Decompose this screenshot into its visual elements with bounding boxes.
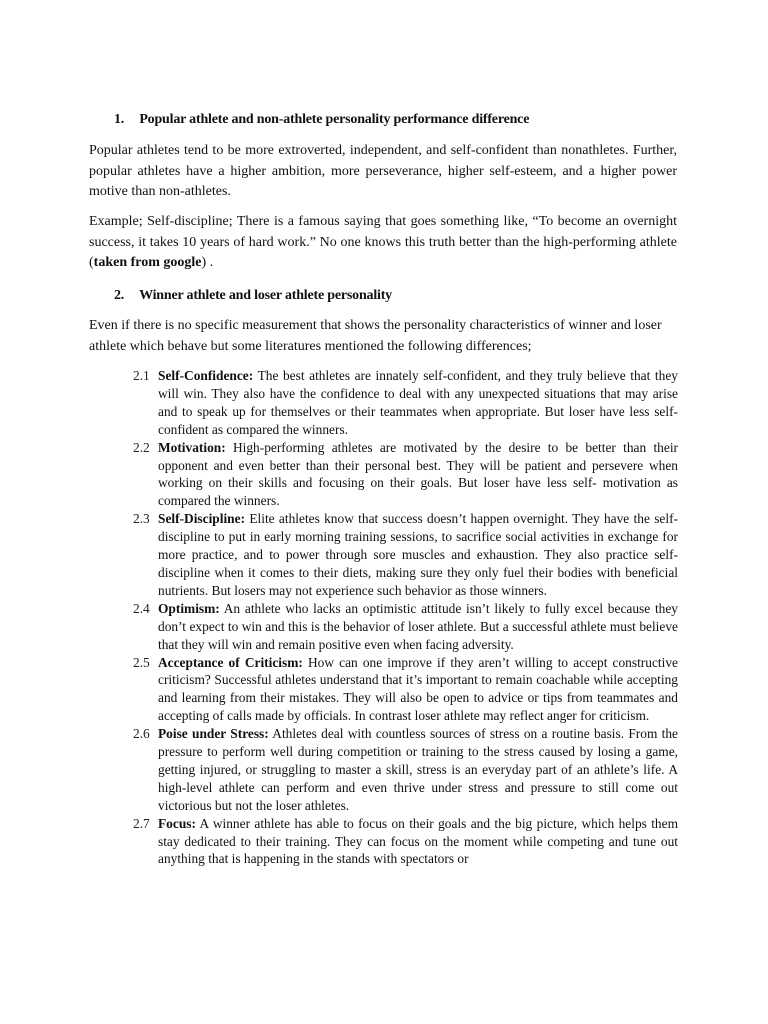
section-2-title: Winner athlete and loser athlete personality	[139, 288, 392, 303]
list-item-text	[158, 367, 678, 439]
list-item-body: A winner athlete has able to focus on their goals and the big picture, which helps them stay dedicated to their training. They can focus on the moment while competing and tune out anything that is happening in the stands with spectators or	[158, 815, 678, 867]
list-item-text	[158, 600, 678, 654]
section-1-paragraph-2	[89, 212, 677, 274]
list-item-term: Poise under Stress:	[158, 726, 269, 742]
list-item-body: The best athletes are innately self-confident, and they truly believe that they will win. They also have the confidence to deal with any unexpected situations that may arise and to speak up for themselves or their teammates when appropriate. But loser have less self- confident as compared the winners.	[158, 368, 678, 437]
section-2-number: 2.	[114, 288, 125, 303]
list-item-body: How can one improve if they aren’t willing to accept constructive criticism? Successful athletes understand that it’s important to remain coachable while accepting and learning from their mistakes. They will also be open to advice or tips from teammates and accepting of calls made by officials. In contrast loser athlete may reflect anger for criticism.	[158, 654, 678, 724]
list-item	[133, 654, 678, 726]
list-item	[133, 815, 678, 869]
list-item-term: Motivation:	[158, 439, 226, 455]
list-item-text	[158, 725, 678, 815]
list-item	[133, 600, 678, 654]
list-item-term: Optimism:	[158, 600, 220, 616]
list-item	[133, 439, 678, 511]
list-item-number: 2.3	[133, 511, 150, 527]
paragraph-2-text: Example; Self-discipline; There is a famous saying that goes something like, “To become an overnight success, it takes 10 years of hard work.” No one knows this truth better than the high-performing athlete (	[89, 214, 677, 270]
list-item-text	[158, 815, 678, 869]
list-item	[133, 367, 678, 439]
section-1-title: Popular athlete and non-athlete personality performance difference	[139, 112, 530, 127]
list-item-number: 2.2	[133, 439, 150, 455]
differences-list	[133, 367, 678, 868]
list-item-number: 2.5	[133, 654, 150, 670]
list-item-text	[158, 510, 678, 600]
list-item-body: Elite athletes know that success doesn’t happen overnight. They have the self-discipline to put in early morning training sessions, to sacrifice social activities in exchange for more practice, and to power through sore muscles and exhaustion. They also practice self-discipline when it comes to their diets, making sure they only fuel their bodies with beneficial nutrients. But losers may not experience such behavior as those winners.	[158, 511, 678, 598]
list-item-number: 2.4	[133, 600, 150, 616]
section-1-number: 1.	[114, 112, 125, 127]
section-1-paragraph-1: Popular athletes tend to be more extroverted, independent, and self-confident than nonathletes. Further, popular athletes have a higher ambition, more perseverance, higher self-esteem, and a higher power motive than non-athletes.	[89, 143, 677, 199]
paragraph-2-end: ) .	[201, 255, 214, 270]
section-1-heading	[114, 112, 529, 128]
list-item-number: 2.6	[133, 726, 150, 742]
list-item-term: Acceptance of Criticism:	[158, 654, 303, 670]
list-item	[133, 725, 678, 815]
section-2-intro: Even if there is no specific measurement that shows the personality characteristics of winner and loser athlete which behave but some literatures mentioned the following differences;	[89, 318, 662, 354]
list-item-term: Self-Confidence:	[158, 368, 254, 383]
list-item-body: Athletes deal with countless sources of stress on a routine basis. From the pressure to perform well during competition or training to the stress caused by losing a game, getting injured, or struggling to master a skill, stress is an everyday part of an athlete’s life. A high-level athlete can perform and even thrive under stress and pressure to still come out victorious but not the loser athletes.	[158, 726, 679, 813]
list-item-body: An athlete who lacks an optimistic attitude isn’t likely to fully excel because they don’t expect to win and this is the behavior of loser athlete. But a successful athlete must believe that they will win and remain positive even when facing adversity.	[158, 600, 678, 652]
list-item	[133, 510, 678, 600]
list-item-number: 2.1	[133, 368, 150, 383]
list-item-term: Focus:	[158, 815, 196, 831]
list-item-number: 2.7	[133, 815, 150, 831]
list-item-text	[158, 654, 678, 726]
list-item-term: Self-Discipline:	[158, 511, 246, 527]
paragraph-2-source: taken from google	[93, 255, 202, 270]
list-item-text	[158, 439, 678, 511]
list-item-body: High-performing athletes are motivated by the desire to be better than their opponent and even better than their personal best. They will be patient and persevere when working on their skills and focusing on their goals. But loser have less self- motivation as compared the winners.	[158, 439, 678, 509]
section-2-heading	[114, 288, 392, 304]
